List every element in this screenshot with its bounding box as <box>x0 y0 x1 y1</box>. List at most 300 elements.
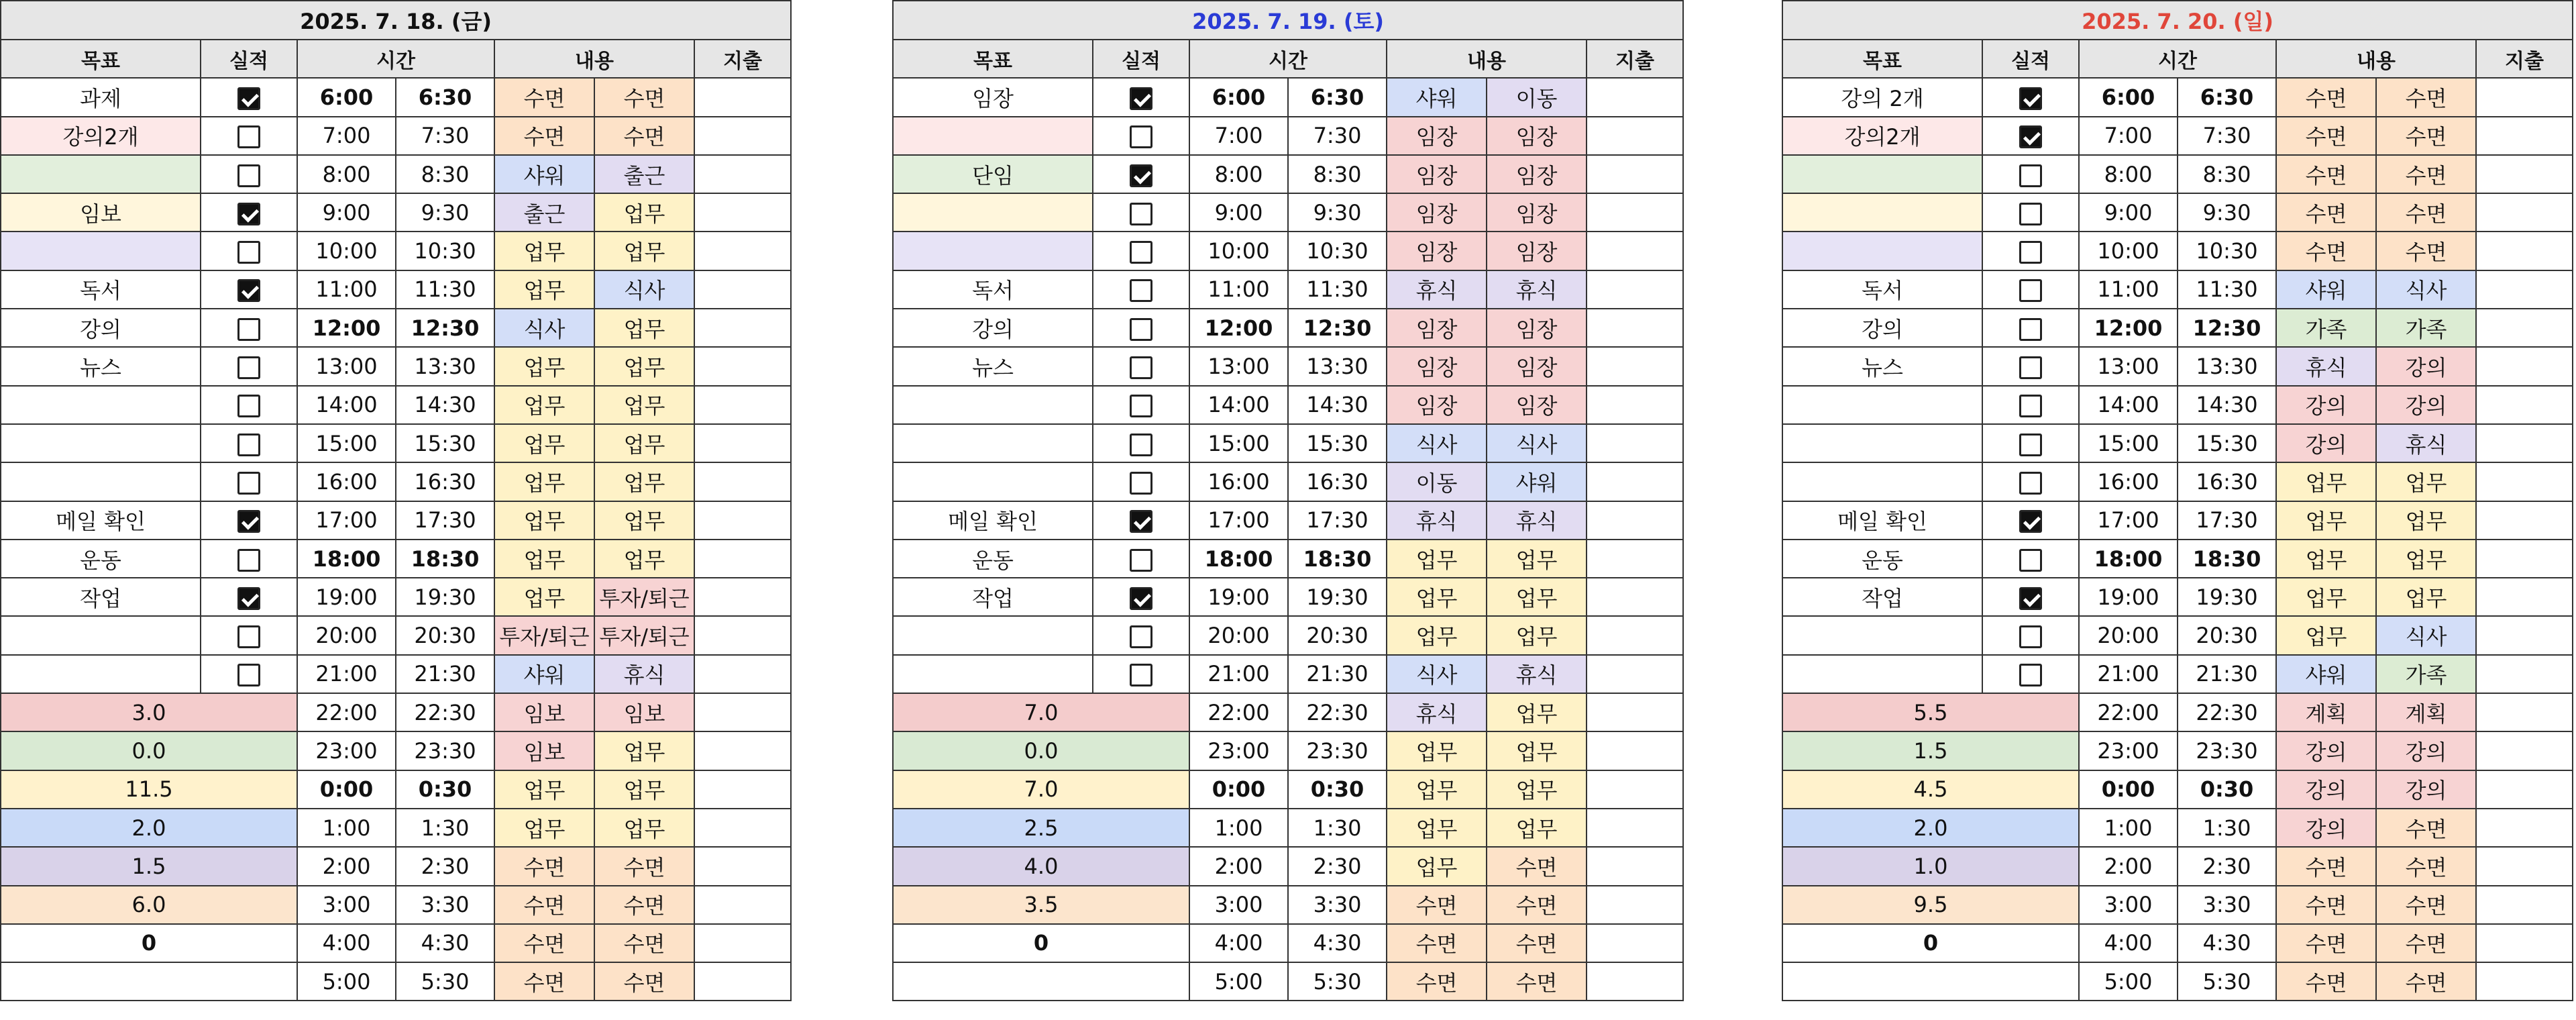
expense-cell[interactable] <box>2476 616 2573 654</box>
expense-cell[interactable] <box>2476 462 2573 501</box>
expense-cell[interactable] <box>2476 78 2573 116</box>
goal-cell[interactable] <box>1 386 201 424</box>
checkbox[interactable] <box>1130 87 1152 110</box>
content-cell[interactable]: 수면 <box>1487 924 1587 962</box>
content-cell[interactable]: 수면 <box>1487 962 1587 1001</box>
content-cell[interactable]: 업무 <box>494 501 594 540</box>
content-cell[interactable]: 수면 <box>1487 847 1587 885</box>
checkbox[interactable] <box>1130 549 1152 572</box>
content-cell[interactable]: 업무 <box>1387 770 1487 809</box>
goal-cell[interactable] <box>893 193 1093 232</box>
goal-cell[interactable]: 작업 <box>1782 578 1982 616</box>
content-cell[interactable]: 식사 <box>1487 424 1587 462</box>
content-cell[interactable]: 강의 <box>2376 347 2476 385</box>
content-cell[interactable]: 수면 <box>2376 155 2476 193</box>
content-cell[interactable]: 강의 <box>2376 770 2476 809</box>
actual-cell[interactable] <box>1093 386 1189 424</box>
expense-cell[interactable] <box>1587 809 1683 847</box>
actual-cell[interactable] <box>1982 193 2079 232</box>
content-cell[interactable]: 이동 <box>1487 78 1587 116</box>
content-cell[interactable]: 수면 <box>2376 232 2476 270</box>
expense-cell[interactable] <box>2476 540 2573 578</box>
checkbox[interactable] <box>237 318 260 341</box>
expense-cell[interactable] <box>694 886 791 924</box>
expense-cell[interactable] <box>2476 731 2573 770</box>
content-cell[interactable]: 강의 <box>2276 424 2376 462</box>
actual-cell[interactable] <box>1982 578 2079 616</box>
content-cell[interactable]: 수면 <box>2276 117 2376 155</box>
expense-cell[interactable] <box>1587 540 1683 578</box>
actual-cell[interactable] <box>1093 462 1189 501</box>
content-cell[interactable]: 출근 <box>494 193 594 232</box>
expense-cell[interactable] <box>1587 847 1683 885</box>
goal-cell[interactable] <box>1782 193 1982 232</box>
content-cell[interactable]: 수면 <box>2376 809 2476 847</box>
goal-cell[interactable] <box>893 655 1093 693</box>
actual-cell[interactable] <box>201 347 297 385</box>
checkbox[interactable] <box>237 395 260 417</box>
goal-cell[interactable]: 작업 <box>893 578 1093 616</box>
checkbox[interactable] <box>1130 318 1152 341</box>
actual-cell[interactable] <box>201 501 297 540</box>
checkbox[interactable] <box>2019 434 2042 456</box>
actual-cell[interactable] <box>1093 655 1189 693</box>
content-cell[interactable]: 임장 <box>1487 193 1587 232</box>
goal-cell[interactable] <box>893 232 1093 270</box>
content-cell[interactable]: 휴식 <box>2376 424 2476 462</box>
expense-cell[interactable] <box>1587 924 1683 962</box>
content-cell[interactable]: 수면 <box>2276 886 2376 924</box>
content-cell[interactable]: 업무 <box>2276 616 2376 654</box>
content-cell[interactable]: 수면 <box>2276 193 2376 232</box>
content-cell[interactable]: 업무 <box>594 386 694 424</box>
checkbox[interactable] <box>237 664 260 686</box>
expense-cell[interactable] <box>694 462 791 501</box>
actual-cell[interactable] <box>1982 78 2079 116</box>
content-cell[interactable]: 수면 <box>2376 962 2476 1001</box>
actual-cell[interactable] <box>201 655 297 693</box>
actual-cell[interactable] <box>1982 655 2079 693</box>
goal-cell[interactable]: 강의2개 <box>1 117 201 155</box>
checkbox[interactable] <box>2019 395 2042 417</box>
checkbox[interactable] <box>237 510 260 533</box>
checkbox[interactable] <box>237 356 260 379</box>
expense-cell[interactable] <box>694 924 791 962</box>
content-cell[interactable]: 업무 <box>1487 731 1587 770</box>
actual-cell[interactable] <box>201 616 297 654</box>
content-cell[interactable]: 식사 <box>594 270 694 309</box>
expense-cell[interactable] <box>1587 78 1683 116</box>
content-cell[interactable]: 가족 <box>2276 309 2376 347</box>
content-cell[interactable]: 임장 <box>1487 155 1587 193</box>
content-cell[interactable]: 수면 <box>594 117 694 155</box>
checkbox[interactable] <box>237 549 260 572</box>
content-cell[interactable]: 업무 <box>2376 540 2476 578</box>
content-cell[interactable]: 업무 <box>594 347 694 385</box>
checkbox[interactable] <box>1130 510 1152 533</box>
goal-cell[interactable] <box>1 424 201 462</box>
actual-cell[interactable] <box>201 232 297 270</box>
content-cell[interactable]: 수면 <box>2276 924 2376 962</box>
content-cell[interactable]: 업무 <box>494 347 594 385</box>
expense-cell[interactable] <box>694 347 791 385</box>
goal-cell[interactable]: 메일 확인 <box>1782 501 1982 540</box>
expense-cell[interactable] <box>2476 117 2573 155</box>
actual-cell[interactable] <box>201 309 297 347</box>
goal-cell[interactable]: 임장 <box>893 78 1093 116</box>
content-cell[interactable]: 업무 <box>494 540 594 578</box>
checkbox[interactable] <box>237 472 260 495</box>
goal-cell[interactable] <box>893 616 1093 654</box>
goal-cell[interactable]: 독서 <box>893 270 1093 309</box>
expense-cell[interactable] <box>694 616 791 654</box>
checkbox[interactable] <box>1130 125 1152 148</box>
expense-cell[interactable] <box>1587 347 1683 385</box>
content-cell[interactable]: 투자/퇴근 <box>494 616 594 654</box>
checkbox[interactable] <box>237 587 260 610</box>
actual-cell[interactable] <box>1982 270 2079 309</box>
content-cell[interactable]: 임장 <box>1387 347 1487 385</box>
content-cell[interactable]: 업무 <box>494 809 594 847</box>
content-cell[interactable]: 업무 <box>494 424 594 462</box>
content-cell[interactable]: 업무 <box>1487 540 1587 578</box>
goal-cell[interactable]: 강의 <box>893 309 1093 347</box>
content-cell[interactable]: 업무 <box>2376 578 2476 616</box>
actual-cell[interactable] <box>1982 117 2079 155</box>
content-cell[interactable]: 휴식 <box>1387 501 1487 540</box>
expense-cell[interactable] <box>1587 193 1683 232</box>
goal-cell[interactable]: 뉴스 <box>1782 347 1982 385</box>
content-cell[interactable]: 업무 <box>494 770 594 809</box>
actual-cell[interactable] <box>1982 616 2079 654</box>
expense-cell[interactable] <box>2476 809 2573 847</box>
expense-cell[interactable] <box>694 386 791 424</box>
expense-cell[interactable] <box>2476 847 2573 885</box>
checkbox[interactable] <box>237 125 260 148</box>
content-cell[interactable]: 수면 <box>1387 924 1487 962</box>
goal-cell[interactable] <box>1782 424 1982 462</box>
expense-cell[interactable] <box>694 270 791 309</box>
goal-cell[interactable] <box>1782 462 1982 501</box>
expense-cell[interactable] <box>694 962 791 1001</box>
expense-cell[interactable] <box>1587 616 1683 654</box>
checkbox[interactable] <box>237 87 260 110</box>
content-cell[interactable]: 식사 <box>2376 270 2476 309</box>
expense-cell[interactable] <box>694 540 791 578</box>
content-cell[interactable]: 임장 <box>1487 117 1587 155</box>
checkbox[interactable] <box>1130 356 1152 379</box>
checkbox[interactable] <box>2019 279 2042 302</box>
actual-cell[interactable] <box>1982 309 2079 347</box>
goal-cell[interactable] <box>1782 232 1982 270</box>
actual-cell[interactable] <box>201 424 297 462</box>
checkbox[interactable] <box>1130 434 1152 456</box>
content-cell[interactable]: 업무 <box>2376 462 2476 501</box>
content-cell[interactable]: 수면 <box>494 886 594 924</box>
actual-cell[interactable] <box>201 386 297 424</box>
expense-cell[interactable] <box>1587 693 1683 731</box>
content-cell[interactable]: 강의 <box>2376 731 2476 770</box>
content-cell[interactable]: 수면 <box>2376 117 2476 155</box>
expense-cell[interactable] <box>2476 655 2573 693</box>
content-cell[interactable]: 휴식 <box>1387 270 1487 309</box>
checkbox[interactable] <box>1130 395 1152 417</box>
content-cell[interactable]: 수면 <box>2276 78 2376 116</box>
expense-cell[interactable] <box>1587 270 1683 309</box>
expense-cell[interactable] <box>694 655 791 693</box>
expense-cell[interactable] <box>694 770 791 809</box>
content-cell[interactable]: 수면 <box>1487 886 1587 924</box>
expense-cell[interactable] <box>1587 655 1683 693</box>
checkbox[interactable] <box>2019 356 2042 379</box>
actual-cell[interactable] <box>1093 78 1189 116</box>
expense-cell[interactable] <box>2476 886 2573 924</box>
expense-cell[interactable] <box>694 117 791 155</box>
content-cell[interactable]: 업무 <box>594 193 694 232</box>
content-cell[interactable]: 출근 <box>594 155 694 193</box>
content-cell[interactable]: 업무 <box>594 540 694 578</box>
expense-cell[interactable] <box>694 693 791 731</box>
expense-cell[interactable] <box>2476 770 2573 809</box>
checkbox[interactable] <box>1130 664 1152 686</box>
expense-cell[interactable] <box>2476 155 2573 193</box>
goal-cell[interactable] <box>1782 386 1982 424</box>
checkbox[interactable] <box>237 434 260 456</box>
content-cell[interactable]: 수면 <box>2276 232 2376 270</box>
goal-cell[interactable] <box>1 232 201 270</box>
content-cell[interactable]: 투자/퇴근 <box>594 578 694 616</box>
content-cell[interactable]: 업무 <box>1387 616 1487 654</box>
content-cell[interactable]: 식사 <box>2376 616 2476 654</box>
content-cell[interactable]: 업무 <box>1387 578 1487 616</box>
content-cell[interactable]: 업무 <box>2276 462 2376 501</box>
content-cell[interactable]: 수면 <box>2276 155 2376 193</box>
actual-cell[interactable] <box>201 578 297 616</box>
actual-cell[interactable] <box>1093 540 1189 578</box>
content-cell[interactable]: 업무 <box>494 386 594 424</box>
content-cell[interactable]: 샤워 <box>1387 78 1487 116</box>
actual-cell[interactable] <box>1982 347 2079 385</box>
content-cell[interactable]: 가족 <box>2376 309 2476 347</box>
content-cell[interactable]: 샤워 <box>2276 270 2376 309</box>
actual-cell[interactable] <box>1093 270 1189 309</box>
content-cell[interactable]: 업무 <box>594 809 694 847</box>
expense-cell[interactable] <box>694 232 791 270</box>
actual-cell[interactable] <box>1093 193 1189 232</box>
checkbox[interactable] <box>237 203 260 225</box>
goal-cell[interactable]: 강의 <box>1782 309 1982 347</box>
expense-cell[interactable] <box>2476 309 2573 347</box>
expense-cell[interactable] <box>694 309 791 347</box>
goal-cell[interactable]: 독서 <box>1 270 201 309</box>
content-cell[interactable]: 샤워 <box>2276 655 2376 693</box>
checkbox[interactable] <box>237 241 260 264</box>
goal-cell[interactable]: 뉴스 <box>1 347 201 385</box>
content-cell[interactable]: 강의 <box>2276 731 2376 770</box>
goal-cell[interactable]: 작업 <box>1 578 201 616</box>
content-cell[interactable]: 수면 <box>494 117 594 155</box>
checkbox[interactable] <box>2019 472 2042 495</box>
checkbox[interactable] <box>2019 510 2042 533</box>
actual-cell[interactable] <box>1093 501 1189 540</box>
checkbox[interactable] <box>237 625 260 648</box>
content-cell[interactable]: 업무 <box>494 578 594 616</box>
content-cell[interactable]: 임장 <box>1487 309 1587 347</box>
expense-cell[interactable] <box>1587 232 1683 270</box>
content-cell[interactable]: 수면 <box>494 924 594 962</box>
checkbox[interactable] <box>2019 241 2042 264</box>
content-cell[interactable]: 강의 <box>2276 386 2376 424</box>
expense-cell[interactable] <box>2476 501 2573 540</box>
checkbox[interactable] <box>2019 125 2042 148</box>
content-cell[interactable]: 강의 <box>2376 386 2476 424</box>
checkbox[interactable] <box>2019 87 2042 110</box>
goal-cell[interactable] <box>1 655 201 693</box>
content-cell[interactable]: 계획 <box>2276 693 2376 731</box>
actual-cell[interactable] <box>1982 155 2079 193</box>
content-cell[interactable]: 임장 <box>1387 117 1487 155</box>
goal-cell[interactable]: 뉴스 <box>893 347 1093 385</box>
content-cell[interactable]: 휴식 <box>1487 655 1587 693</box>
content-cell[interactable]: 수면 <box>1387 962 1487 1001</box>
content-cell[interactable]: 휴식 <box>1487 501 1587 540</box>
goal-cell[interactable]: 과제 <box>1 78 201 116</box>
expense-cell[interactable] <box>1587 155 1683 193</box>
expense-cell[interactable] <box>694 847 791 885</box>
actual-cell[interactable] <box>1093 578 1189 616</box>
checkbox[interactable] <box>1130 203 1152 225</box>
actual-cell[interactable] <box>201 155 297 193</box>
expense-cell[interactable] <box>2476 232 2573 270</box>
expense-cell[interactable] <box>2476 347 2573 385</box>
content-cell[interactable]: 업무 <box>1387 731 1487 770</box>
expense-cell[interactable] <box>1587 386 1683 424</box>
content-cell[interactable]: 업무 <box>494 232 594 270</box>
content-cell[interactable]: 임장 <box>1387 232 1487 270</box>
content-cell[interactable]: 수면 <box>2376 886 2476 924</box>
checkbox[interactable] <box>2019 625 2042 648</box>
content-cell[interactable]: 식사 <box>494 309 594 347</box>
checkbox[interactable] <box>2019 164 2042 187</box>
content-cell[interactable]: 업무 <box>1387 847 1487 885</box>
actual-cell[interactable] <box>201 193 297 232</box>
goal-cell[interactable]: 운동 <box>1782 540 1982 578</box>
content-cell[interactable]: 수면 <box>2376 847 2476 885</box>
content-cell[interactable]: 업무 <box>494 462 594 501</box>
checkbox[interactable] <box>1130 241 1152 264</box>
content-cell[interactable]: 임장 <box>1387 155 1487 193</box>
goal-cell[interactable]: 운동 <box>1 540 201 578</box>
actual-cell[interactable] <box>1982 232 2079 270</box>
goal-cell[interactable] <box>893 424 1093 462</box>
content-cell[interactable]: 수면 <box>2376 924 2476 962</box>
content-cell[interactable]: 샤워 <box>494 155 594 193</box>
content-cell[interactable]: 임보 <box>494 693 594 731</box>
content-cell[interactable]: 투자/퇴근 <box>594 616 694 654</box>
expense-cell[interactable] <box>2476 270 2573 309</box>
expense-cell[interactable] <box>1587 309 1683 347</box>
actual-cell[interactable] <box>1982 424 2079 462</box>
expense-cell[interactable] <box>2476 386 2573 424</box>
expense-cell[interactable] <box>1587 462 1683 501</box>
content-cell[interactable]: 업무 <box>1387 540 1487 578</box>
content-cell[interactable]: 수면 <box>1387 886 1487 924</box>
content-cell[interactable]: 샤워 <box>1487 462 1587 501</box>
checkbox[interactable] <box>2019 203 2042 225</box>
content-cell[interactable]: 휴식 <box>2276 347 2376 385</box>
content-cell[interactable]: 임보 <box>494 731 594 770</box>
checkbox[interactable] <box>1130 472 1152 495</box>
expense-cell[interactable] <box>1587 886 1683 924</box>
checkbox[interactable] <box>237 164 260 187</box>
content-cell[interactable]: 임보 <box>594 693 694 731</box>
checkbox[interactable] <box>1130 587 1152 610</box>
expense-cell[interactable] <box>1587 962 1683 1001</box>
content-cell[interactable]: 업무 <box>2376 501 2476 540</box>
actual-cell[interactable] <box>201 540 297 578</box>
content-cell[interactable]: 수면 <box>494 847 594 885</box>
content-cell[interactable]: 수면 <box>2276 847 2376 885</box>
content-cell[interactable]: 업무 <box>1487 770 1587 809</box>
expense-cell[interactable] <box>694 424 791 462</box>
checkbox[interactable] <box>1130 279 1152 302</box>
goal-cell[interactable] <box>893 117 1093 155</box>
content-cell[interactable]: 수면 <box>594 886 694 924</box>
actual-cell[interactable] <box>1093 347 1189 385</box>
expense-cell[interactable] <box>2476 424 2573 462</box>
actual-cell[interactable] <box>201 462 297 501</box>
goal-cell[interactable]: 강의 <box>1 309 201 347</box>
goal-cell[interactable]: 임보 <box>1 193 201 232</box>
expense-cell[interactable] <box>2476 693 2573 731</box>
content-cell[interactable]: 업무 <box>1387 809 1487 847</box>
content-cell[interactable]: 계획 <box>2376 693 2476 731</box>
content-cell[interactable]: 임장 <box>1487 386 1587 424</box>
content-cell[interactable]: 임장 <box>1387 309 1487 347</box>
content-cell[interactable]: 수면 <box>494 962 594 1001</box>
actual-cell[interactable] <box>201 117 297 155</box>
expense-cell[interactable] <box>1587 117 1683 155</box>
content-cell[interactable]: 수면 <box>594 78 694 116</box>
actual-cell[interactable] <box>1093 232 1189 270</box>
goal-cell[interactable]: 메일 확인 <box>893 501 1093 540</box>
content-cell[interactable]: 업무 <box>2276 578 2376 616</box>
goal-cell[interactable] <box>893 462 1093 501</box>
content-cell[interactable]: 업무 <box>594 462 694 501</box>
expense-cell[interactable] <box>694 78 791 116</box>
content-cell[interactable]: 업무 <box>594 501 694 540</box>
content-cell[interactable]: 가족 <box>2376 655 2476 693</box>
content-cell[interactable]: 수면 <box>594 962 694 1001</box>
actual-cell[interactable] <box>1093 424 1189 462</box>
content-cell[interactable]: 업무 <box>1487 693 1587 731</box>
content-cell[interactable]: 수면 <box>594 924 694 962</box>
content-cell[interactable]: 수면 <box>594 847 694 885</box>
checkbox[interactable] <box>2019 549 2042 572</box>
actual-cell[interactable] <box>1093 616 1189 654</box>
expense-cell[interactable] <box>2476 924 2573 962</box>
content-cell[interactable]: 강의 <box>2276 809 2376 847</box>
expense-cell[interactable] <box>2476 193 2573 232</box>
content-cell[interactable]: 수면 <box>2376 78 2476 116</box>
content-cell[interactable]: 업무 <box>594 309 694 347</box>
expense-cell[interactable] <box>694 578 791 616</box>
content-cell[interactable]: 샤워 <box>494 655 594 693</box>
content-cell[interactable]: 수면 <box>2376 193 2476 232</box>
goal-cell[interactable] <box>1782 616 1982 654</box>
content-cell[interactable]: 식사 <box>1387 655 1487 693</box>
goal-cell[interactable] <box>1 616 201 654</box>
